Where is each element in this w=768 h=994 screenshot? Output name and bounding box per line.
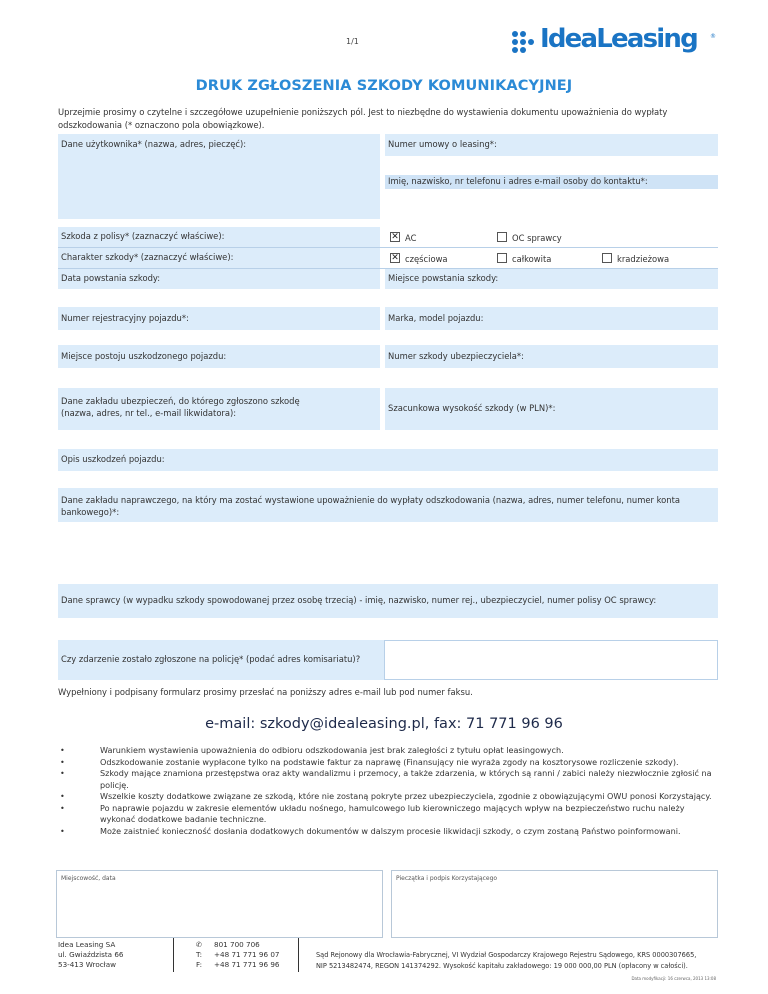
perpetrator-label: Dane sprawcy (w wypadku szkody spowodowanej przez osobę trzecią) - imię, nazwisko, numer rej., ubezpieczyciel, numer polisy OC sprawcy: [58, 584, 718, 618]
make-model-label: Marka, model pojazdu: [385, 307, 718, 330]
contract-number-input[interactable] [385, 156, 718, 175]
logo-registered-mark: ® [710, 33, 716, 40]
fax-label: F: [196, 960, 202, 969]
user-data-input[interactable] [58, 156, 380, 176]
registration-number-label: Numer rejestracyjny pojazdu*: [58, 307, 380, 330]
damage-date-label: Data powstania szkody: [58, 269, 380, 289]
insurer-data-label-line2: (nazwa, adres, nr tel., e-mail likwidatora): [61, 407, 237, 418]
list-item: • Odszkodowanie zostanie wypłacone tylko na podstawie faktur za naprawę (Finansujący nie wyraża zgody na kosztorysowe rozliczenie szkody). [60, 756, 679, 767]
insurer-claim-number-label: Numer szkody ubezpieczyciela*: [385, 345, 718, 368]
tel-label: T: [196, 950, 203, 959]
modification-date: Data modyfikacji: 16 czerwca, 2013 13:08 [631, 976, 716, 981]
footer-divider [298, 938, 299, 972]
insurer-data-label [58, 388, 380, 430]
fax-number: +48 71 771 96 96 [214, 960, 280, 969]
checkbox-kradziezowa-label: kradzieżowa [617, 254, 670, 264]
send-instructions: Wypełniony i podpisany formularz prosimy przesłać na poniższy adres e-mail lub pod numer faksu. [58, 687, 473, 697]
checkbox-ac-label: AC [405, 233, 417, 243]
idea-leasing-logo [512, 24, 716, 58]
legal-line1: Sąd Rejonowy dla Wrocławia-Fabrycznej, VI Wydział Gospodarczy Krajowego Rejestru Sądowego, KRS 0000307665, [316, 951, 697, 959]
police-report-input[interactable] [384, 640, 718, 680]
company-street: ul. Gwiaździsta 66 [58, 950, 124, 959]
damage-estimate-label: Szacunkowa wysokość szkody (w PLN)*: [385, 388, 718, 430]
repair-shop-label-line1: Dane zakładu naprawczego, na który ma zostać wystawione upoważnienie do wypłaty odszkodowania (nazwa, adres, numer telefonu, numer konta [61, 495, 681, 505]
company-address [58, 940, 123, 970]
police-report-label: Czy zdarzenie zostało zgłoszone na policję* (podać adres komisariatu)? [58, 640, 384, 680]
checkbox-czesciowa[interactable]: ✕ [391, 253, 399, 263]
stamp-signature-label: Pieczątka i podpis Korzystającego [396, 875, 498, 882]
footer-divider [173, 938, 174, 972]
repair-shop-label [58, 488, 718, 522]
list-item: • Szkody mające znamiona przestępstwa oraz akty wandalizmu i przemocy, a także zdarzenia, w których są ranni / zabici należy niezwłocznie zgłosić na policję. [60, 768, 712, 790]
logo-dots-icon [512, 31, 538, 53]
checkbox-oc-sprawcy[interactable] [497, 232, 507, 242]
intro-text: Uprzejmie prosimy o czytelne i szczegółowe uzupełnienie poniższych pól. Jest to niezbędne do wystawienia dokumentu upoważnienia do wypłaty odszkodowania (* oznaczono pola obowiązkowe). [58, 107, 668, 130]
place-date-box[interactable] [56, 870, 383, 938]
insurer-data-label-line1: Dane zakładu ubezpieczeń, do którego zgłoszono szkodę [61, 396, 300, 406]
list-item: • Wszelkie koszty dodatkowe związane ze szkodą, które nie zostaną pokryte przez ubezpieczyciela, zgodnie z obowiązującymi OWU ponosi Korzystający. [60, 791, 712, 801]
list-item: • Może zaistnieć konieczność dosłania dodatkowych dokumentów w dalszym procesie likwidacji szkody, o czym zostaną Państwo poinformowani. [60, 825, 681, 836]
legal-info [316, 950, 718, 972]
phone-numbers [196, 940, 279, 970]
checkbox-oc-sprawcy-label: OC sprawcy [512, 233, 562, 243]
place-date-label: Miejscowość, data [61, 875, 116, 882]
contract-number-label: Numer umowy o leasing*: [385, 134, 718, 156]
logo-wordmark: IdeaLeasing [540, 24, 697, 54]
contact-person-label: Imię, nazwisko, nr telefonu i adres e-mail osoby do kontaktu*: [385, 175, 718, 189]
checkbox-calkowita[interactable] [497, 253, 507, 263]
parking-place-label: Miejsce postoju uszkodzonego pojazdu: [58, 345, 380, 368]
damage-description-label: Opis uszkodzeń pojazdu: [58, 449, 718, 471]
damage-character-label: Charakter szkody* (zaznaczyć właściwe): [58, 248, 380, 268]
checkbox-ac[interactable]: ✕ [391, 232, 399, 242]
page-number: 1/1 [346, 37, 359, 46]
repair-shop-label-line2: bankowego)*: [61, 506, 120, 517]
checkbox-calkowita-label: całkowita [512, 254, 552, 264]
user-data-input-area[interactable] [58, 176, 380, 219]
tel-number: +48 71 771 96 07 [214, 950, 280, 959]
company-city: 53-413 Wrocław [58, 960, 116, 969]
phone-icon: ✆ [196, 940, 203, 949]
list-item: • Warunkiem wystawienia upoważnienia do odbioru odszkodowania jest brak zaległości z tytułu opłat leasingowych. [60, 745, 564, 755]
hotline-number: 801 700 706 [214, 940, 260, 949]
contact-email-fax: e-mail: szkody@idealeasing.pl, fax: 71 771 96 96 [205, 716, 563, 732]
checkbox-czesciowa-label: częściowa [405, 254, 448, 264]
company-name: Idea Leasing SA [58, 940, 116, 949]
policy-type-label: Szkoda z polisy* (zaznaczyć właściwe): [58, 227, 380, 247]
checkbox-kradziezowa[interactable] [602, 253, 612, 263]
list-item: • Po naprawie pojazdu w zakresie elementów układu nośnego, hamulcowego lub kierowniczego mających wpływ na bezpieczeństwo ruchu należy wykonać dodatkowe badanie techniczne. [60, 802, 685, 824]
terms-list [58, 745, 718, 837]
user-data-label: Dane użytkownika* (nazwa, adres, pieczęć): [58, 134, 380, 156]
legal-line2: NIP 5213482474, REGON 141374292. Wysokość kapitału zakładowego: 19 000 000,00 PLN (opłacony w całości). [316, 962, 688, 970]
contact-person-input[interactable] [385, 189, 718, 219]
damage-place-label: Miejsce powstania szkody: [385, 269, 718, 289]
stamp-signature-box[interactable] [391, 870, 718, 938]
form-title: DRUK ZGŁOSZENIA SZKODY KOMUNIKACYJNEJ [195, 78, 573, 94]
